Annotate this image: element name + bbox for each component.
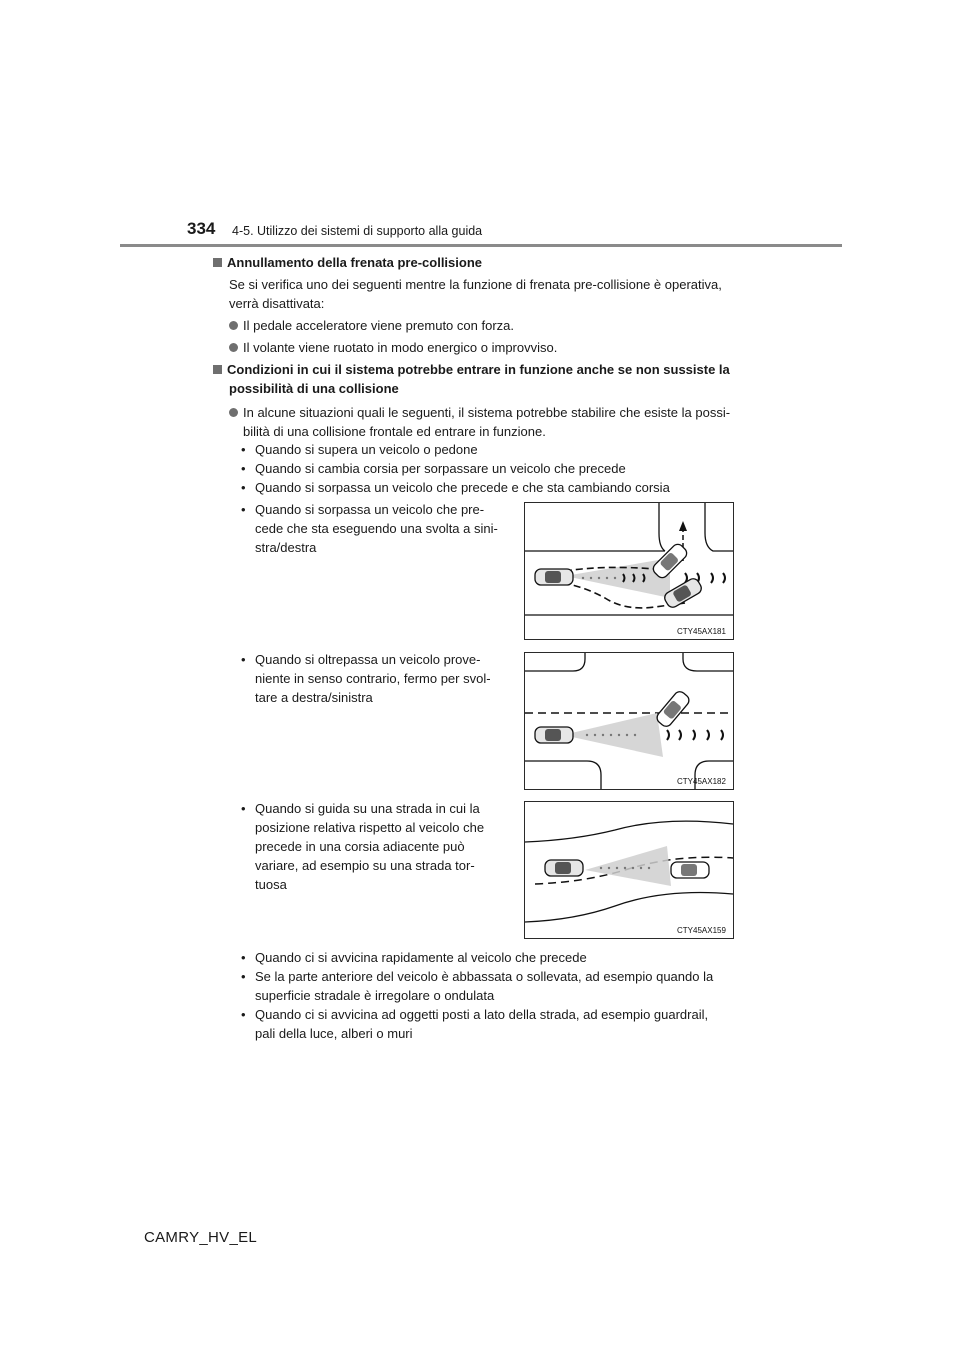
page-number: 334	[187, 219, 216, 238]
list-item: Il volante viene ruotato in modo energico o improvviso.	[229, 338, 557, 357]
list-item: • Se la parte anteriore del veicolo è abbassata o sollevata, ad esempio quando la superficie stradale è irregolare o ondulata	[241, 969, 714, 1003]
car-icon	[545, 860, 583, 876]
svg-text:CTY45AX159: CTY45AX159	[677, 926, 726, 935]
round-bullet-icon	[229, 321, 238, 330]
section-heading-conditions: Condizioni in cui il sistema potrebbe entrare in funzione anche se non sussiste la possibilità di una collisione	[213, 360, 753, 398]
figure-bullet-2: • Quando si oltrepassa un veicolo prove- niente in senso contrario, fermo per svol- tare a destra/sinistra	[241, 652, 491, 705]
list-item: • Quando si supera un veicolo o pedone	[241, 442, 478, 457]
square-bullet-icon	[213, 365, 222, 374]
car-icon	[655, 689, 692, 728]
bullet-list-bottom	[241, 948, 746, 1043]
car-icon	[535, 727, 573, 743]
conditions-intro: In alcune situazioni quali le seguenti, il sistema potrebbe stabilire che esiste la possi- bilità di una collisione frontale ed entrare in funzione.	[229, 403, 759, 441]
car-icon	[535, 569, 573, 585]
model-code: CAMRY_HV_EL	[144, 1229, 258, 1246]
illustration-oncoming-vehicle	[524, 652, 734, 790]
round-bullet-icon	[229, 408, 238, 417]
cancel-intro: Se si verifica uno dei seguenti mentre la funzione di frenata pre-collisione è operativa, verrà disattivata:	[229, 277, 722, 311]
list-item: Il pedale acceleratore viene premuto con forza.	[229, 316, 514, 335]
list-item: • Quando ci si avvicina ad oggetti posti a lato della strada, ad esempio guardrail, pali della luce, alberi o muri	[241, 1007, 709, 1041]
list-item: • Quando si cambia corsia per sorpassare un veicolo che precede	[241, 461, 626, 476]
radar-wave-icons	[667, 730, 723, 740]
figure-bullet-1: • Quando si sorpassa un veicolo che pre- cede che sta eseguendo una svolta a sini- stra/destra	[241, 502, 498, 555]
list-item: • Quando si sorpassa un veicolo che precede e che sta cambiando corsia	[241, 480, 670, 495]
svg-text:CTY45AX182: CTY45AX182	[677, 777, 726, 786]
illustration-turning-vehicle	[524, 502, 734, 640]
section-title: 4-5. Utilizzo dei sistemi di supporto alla guida	[232, 224, 483, 238]
figure-bullet-3: • Quando si guida su una strada in cui la posizione relativa rispetto al veicolo che precede in una corsia adiacente può variare, ad esempio su una strada tor- tuosa	[241, 801, 485, 892]
section-heading-cancel: Annullamento della frenata pre-collisione	[213, 253, 482, 272]
list-item: • Quando ci si avvicina rapidamente al veicolo che precede	[241, 950, 587, 965]
round-bullet-icon	[229, 343, 238, 352]
illustration-winding-road	[524, 801, 734, 939]
svg-text:CTY45AX181: CTY45AX181	[677, 627, 726, 636]
bullet-list-top	[241, 440, 751, 497]
header-rule	[120, 244, 842, 247]
square-bullet-icon	[213, 258, 222, 267]
car-icon	[671, 862, 709, 878]
